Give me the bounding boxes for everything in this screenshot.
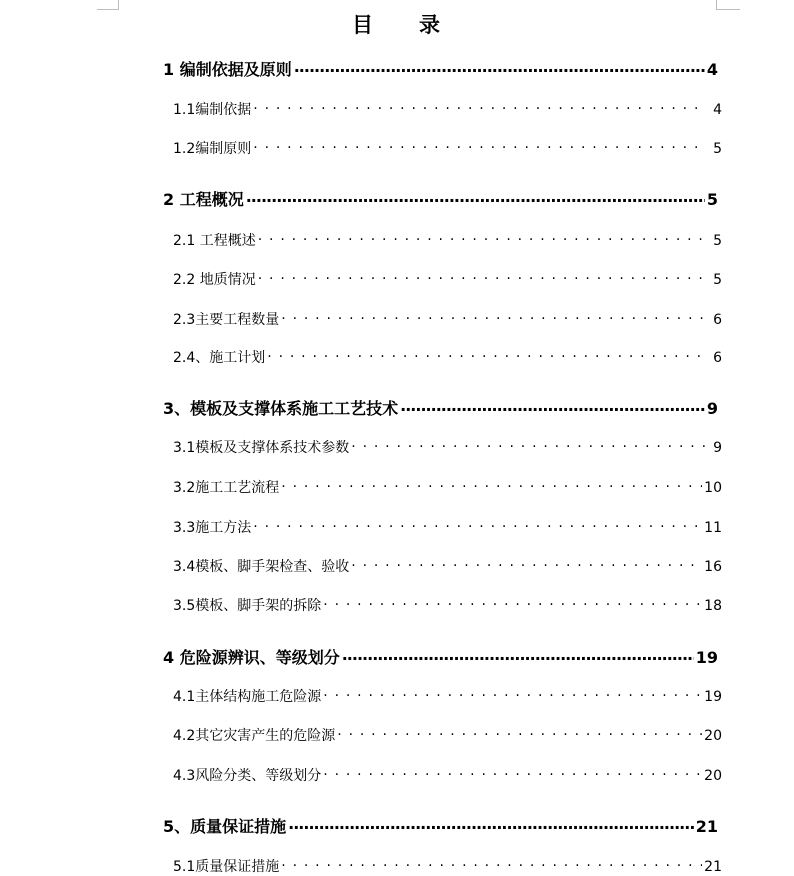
toc-page-number: 9: [713, 440, 722, 456]
toc-chapter-entry[interactable]: [163, 396, 718, 419]
toc-page-number: 5: [713, 272, 722, 288]
toc-section-entry[interactable]: [173, 725, 722, 745]
toc-page-number: 19: [695, 648, 718, 667]
toc-dot-leader: [351, 438, 706, 452]
toc-section-entry[interactable]: [173, 517, 722, 537]
toc-page-number: 5: [713, 141, 722, 157]
toc-section-entry[interactable]: [173, 765, 722, 785]
toc-section-entry[interactable]: [173, 856, 722, 876]
toc-dot-leader: [294, 59, 705, 75]
toc-page-number: 11: [704, 520, 722, 536]
toc-entry-label: 1 编制依据及原则: [163, 60, 292, 79]
toc-dot-leader: [246, 189, 705, 205]
toc-section-entry[interactable]: [173, 99, 722, 119]
toc-dot-leader: [258, 231, 706, 245]
toc-page-number: 9: [706, 399, 718, 418]
toc-dot-leader: [281, 310, 706, 324]
toc-page-number: 19: [704, 689, 722, 705]
toc-page-number: 4: [706, 60, 718, 79]
toc-section-entry[interactable]: [173, 309, 722, 329]
toc-entry-label: 2.2 地质情况: [173, 272, 256, 288]
page-title: [0, 9, 794, 39]
toc-dot-leader: [323, 596, 702, 610]
toc-entry-label: 3.5模板、脚手架的拆除: [173, 598, 322, 614]
toc-chapter-entry[interactable]: [163, 645, 718, 668]
toc-page-number: 4: [713, 102, 722, 118]
toc-page-number: 20: [704, 768, 722, 784]
toc-page-number: 18: [704, 598, 722, 614]
toc-page-number: 5: [706, 190, 718, 209]
toc-page-number: 6: [713, 312, 722, 328]
toc-dot-leader: [253, 518, 702, 532]
toc-dot-leader: [351, 557, 702, 571]
title-char-left: 目: [352, 12, 375, 37]
toc-dot-leader: [337, 726, 702, 740]
toc-dot-leader: [281, 857, 702, 871]
toc-page-number: 6: [713, 350, 722, 366]
toc-entry-label: 1.1编制依据: [173, 102, 252, 118]
toc-chapter-entry[interactable]: [163, 57, 718, 80]
toc-entry-label: 3.4模板、脚手架检查、验收: [173, 559, 350, 575]
toc-entry-label: 5、质量保证措施: [163, 817, 287, 836]
toc-page-number: 21: [704, 859, 722, 875]
toc-dot-leader: [258, 270, 706, 284]
toc-dot-leader: [267, 348, 706, 362]
toc-dot-leader: [288, 816, 694, 832]
toc-entry-label: 1.2编制原则: [173, 141, 252, 157]
toc-section-entry[interactable]: [173, 595, 722, 615]
toc-entry-label: 5.1质量保证措施: [173, 859, 280, 875]
toc-section-entry[interactable]: [173, 230, 722, 250]
toc-entry-label: 4.1主体结构施工危险源: [173, 689, 322, 705]
toc-entry-label: 4.2其它灾害产生的危险源: [173, 728, 336, 744]
toc-entry-label: 3、模板及支撑体系施工工艺技术: [163, 399, 399, 418]
toc-entry-label: 4 危险源辨识、等级划分: [163, 648, 340, 667]
toc-entry-label: 3.3施工方法: [173, 520, 252, 536]
toc-dot-leader: [342, 647, 694, 663]
toc-chapter-entry[interactable]: [163, 814, 718, 837]
toc-section-entry[interactable]: [173, 477, 722, 497]
toc-entry-label: 4.3风险分类、等级划分: [173, 768, 322, 784]
toc-entry-label: 2 工程概况: [163, 190, 244, 209]
toc-page-number: 16: [704, 559, 722, 575]
toc-section-entry[interactable]: [173, 437, 722, 457]
toc-dot-leader: [253, 139, 706, 153]
toc-section-entry[interactable]: [173, 686, 722, 706]
toc-entry-label: 2.4、施工计划: [173, 350, 266, 366]
title-char-right: 录: [419, 12, 442, 37]
toc-dot-leader: [323, 766, 702, 780]
toc-section-entry[interactable]: [173, 347, 722, 367]
toc-section-entry[interactable]: [173, 556, 722, 576]
toc-page-number: 20: [704, 728, 722, 744]
toc-entry-label: 2.1 工程概述: [173, 233, 256, 249]
toc-chapter-entry[interactable]: [163, 187, 718, 210]
toc-dot-leader: [281, 478, 702, 492]
toc-entry-label: 3.2施工工艺流程: [173, 480, 280, 496]
toc-entry-label: 2.3主要工程数量: [173, 312, 280, 328]
toc-entry-label: 3.1模板及支撑体系技术参数: [173, 440, 350, 456]
toc-section-entry[interactable]: [173, 138, 722, 158]
toc-dot-leader: [323, 687, 702, 701]
toc-dot-leader: [253, 100, 706, 114]
toc-page-number: 5: [713, 233, 722, 249]
toc-section-entry[interactable]: [173, 269, 722, 289]
toc-page-number: 10: [704, 480, 722, 496]
toc-page-number: 21: [695, 817, 718, 836]
toc-dot-leader: [400, 398, 705, 414]
